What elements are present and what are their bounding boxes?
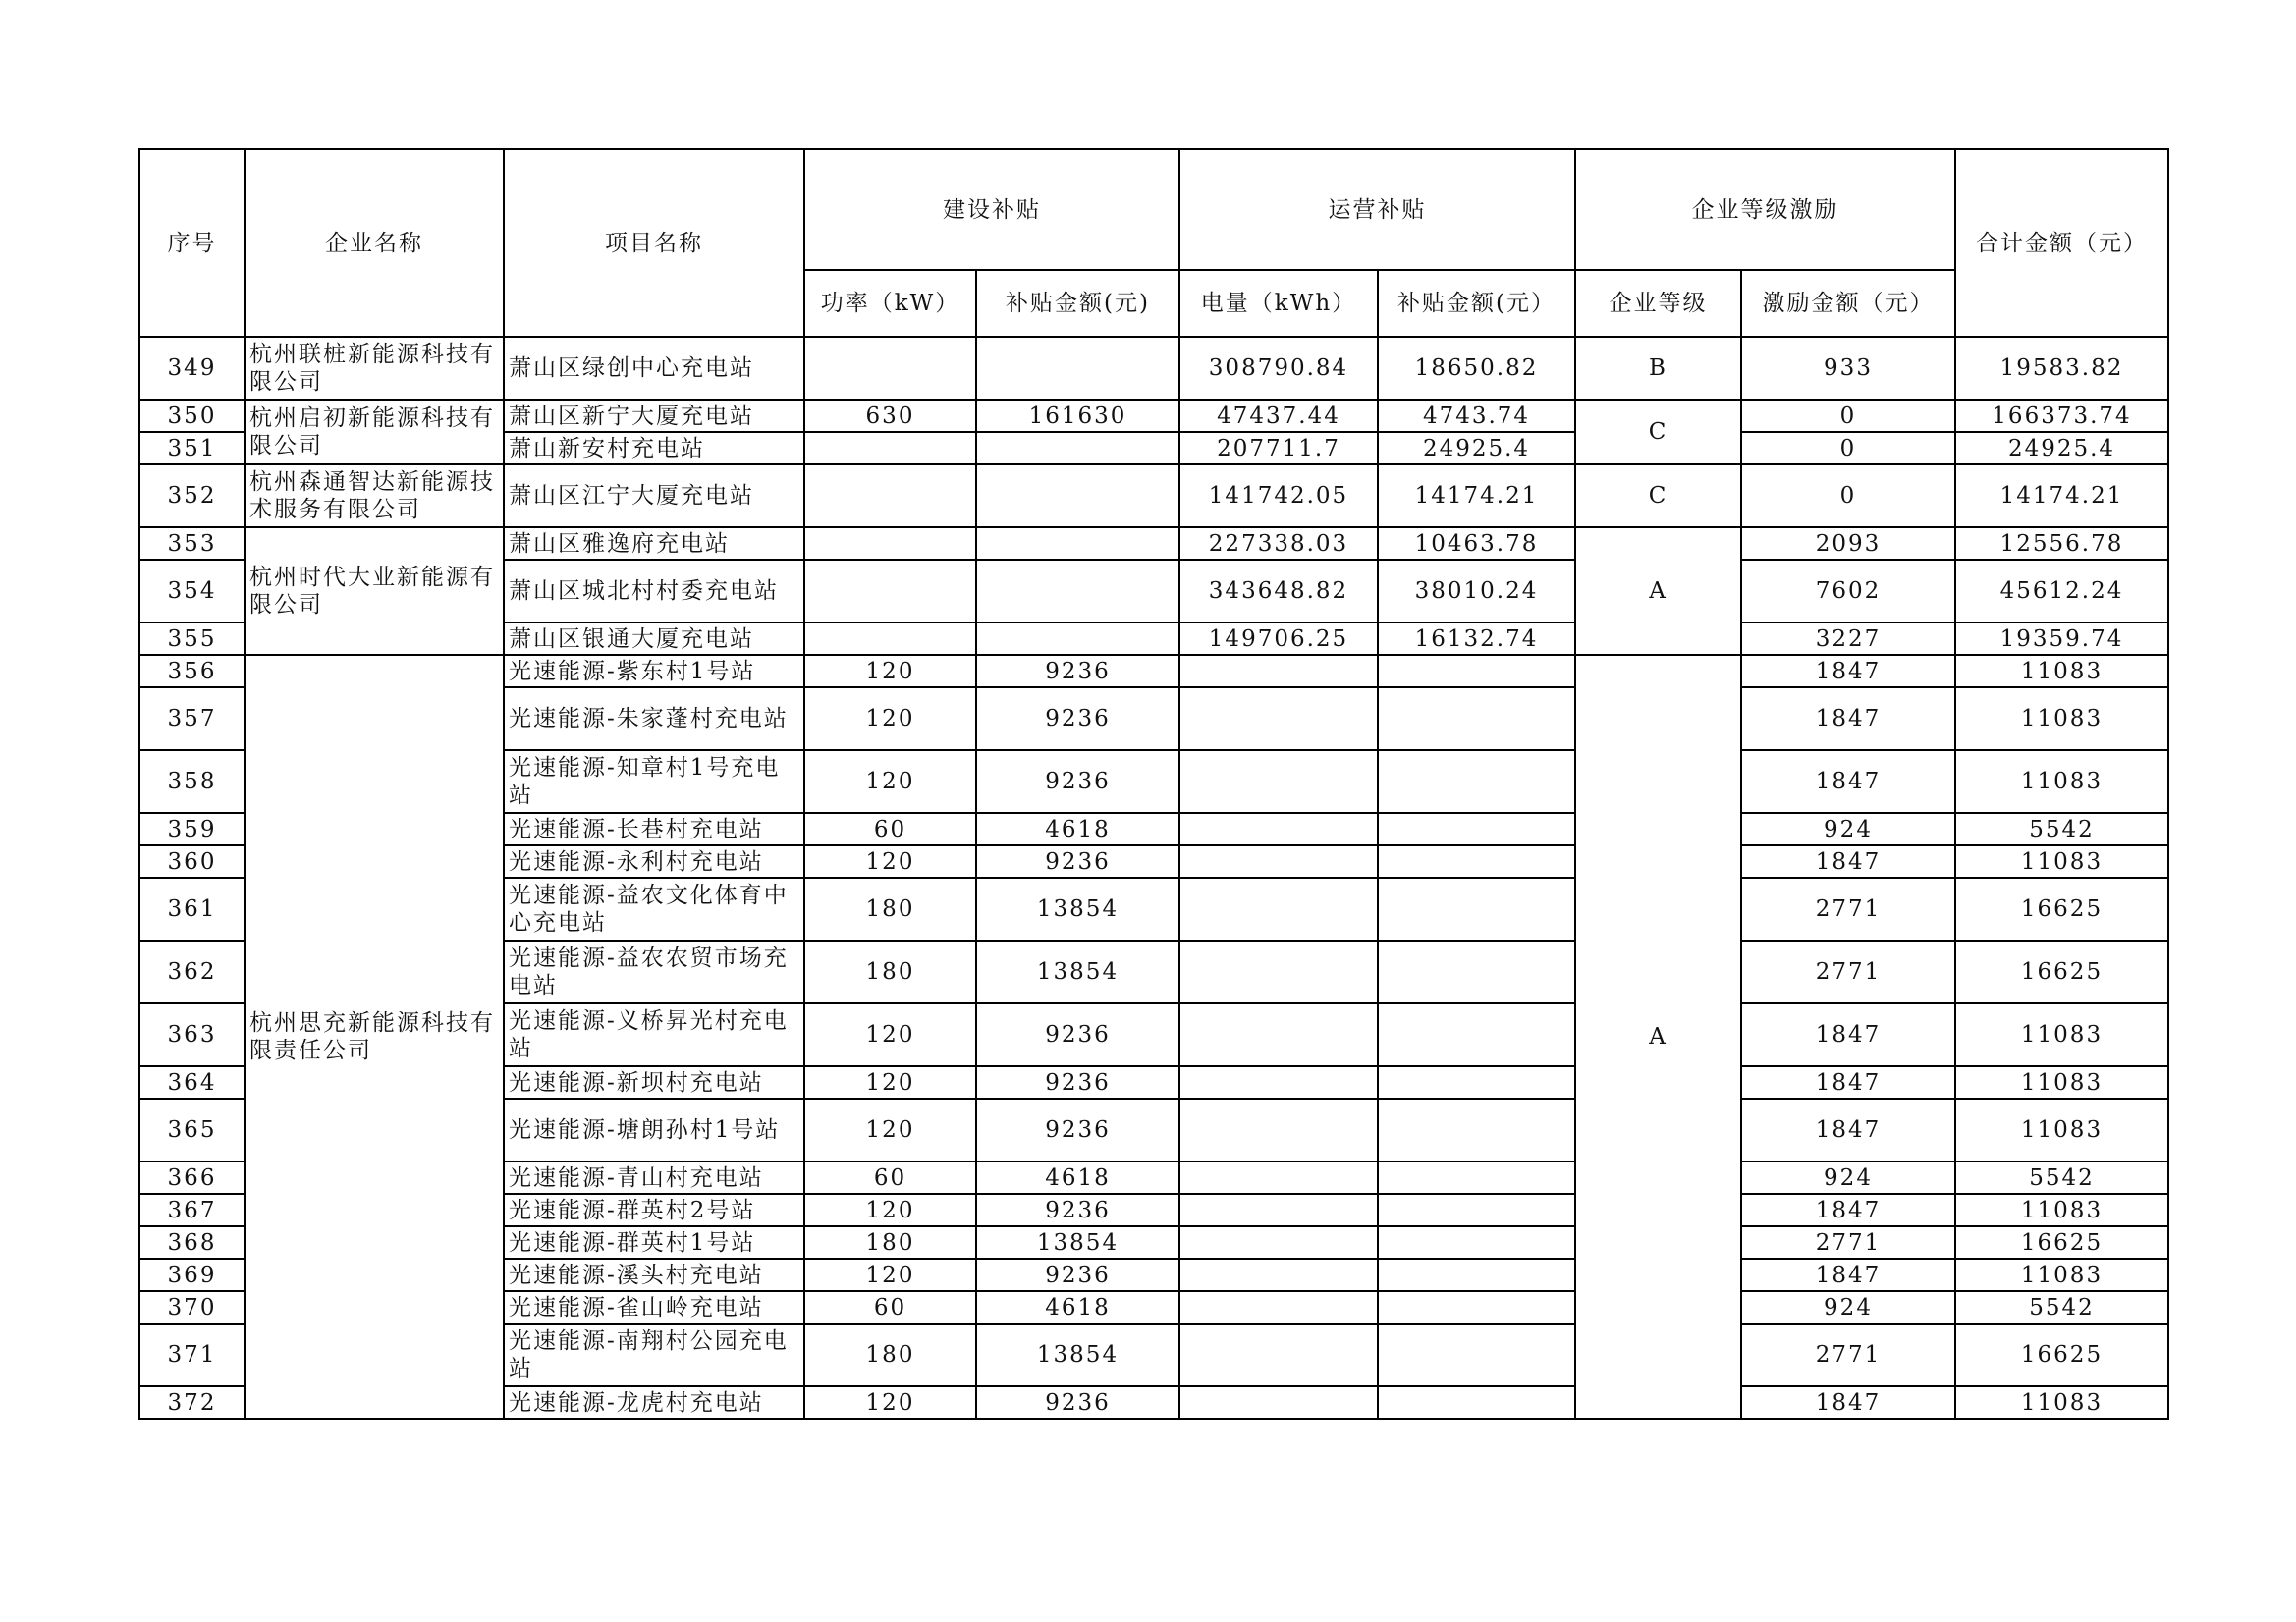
project-name-cell: 光速能源-龙虎村充电站 bbox=[504, 1386, 804, 1419]
incentive-amount-cell: 0 bbox=[1741, 400, 1955, 432]
project-name-cell: 光速能源-雀山岭充电站 bbox=[504, 1291, 804, 1324]
header-incentive-amount: 激励金额（元） bbox=[1741, 270, 1955, 337]
total-amount-cell: 45612.24 bbox=[1955, 560, 2168, 622]
seq-cell: 363 bbox=[139, 1003, 245, 1066]
power-cell bbox=[804, 464, 976, 527]
electricity-cell bbox=[1179, 845, 1378, 878]
incentive-amount-cell: 7602 bbox=[1741, 560, 1955, 622]
electricity-cell bbox=[1179, 1386, 1378, 1419]
seq-cell: 361 bbox=[139, 878, 245, 941]
operation-amount-cell bbox=[1378, 941, 1575, 1003]
power-cell: 120 bbox=[804, 687, 976, 750]
header-grade-incentive: 企业等级激励 bbox=[1575, 149, 1955, 270]
operation-amount-cell bbox=[1378, 878, 1575, 941]
incentive-amount-cell: 1847 bbox=[1741, 1259, 1955, 1291]
total-amount-cell: 24925.4 bbox=[1955, 432, 2168, 464]
project-name-cell: 萧山区新宁大厦充电站 bbox=[504, 400, 804, 432]
table-row bbox=[139, 400, 2168, 432]
power-cell: 180 bbox=[804, 1226, 976, 1259]
power-cell bbox=[804, 337, 976, 400]
total-amount-cell: 166373.74 bbox=[1955, 400, 2168, 432]
company-name-cell: 杭州森通智达新能源技术服务有限公司 bbox=[245, 464, 504, 527]
construction-amount-cell bbox=[976, 337, 1179, 400]
operation-amount-cell bbox=[1378, 1291, 1575, 1324]
table-row bbox=[139, 337, 2168, 400]
seq-cell: 360 bbox=[139, 845, 245, 878]
power-cell: 120 bbox=[804, 1386, 976, 1419]
header-power: 功率（kW） bbox=[804, 270, 976, 337]
subsidy-table bbox=[138, 148, 2169, 1420]
power-cell bbox=[804, 527, 976, 560]
electricity-cell bbox=[1179, 1066, 1378, 1099]
incentive-amount-cell: 2771 bbox=[1741, 878, 1955, 941]
electricity-cell: 47437.44 bbox=[1179, 400, 1378, 432]
seq-cell: 366 bbox=[139, 1162, 245, 1194]
operation-amount-cell bbox=[1378, 1226, 1575, 1259]
total-amount-cell: 16625 bbox=[1955, 878, 2168, 941]
seq-cell: 355 bbox=[139, 622, 245, 655]
power-cell: 180 bbox=[804, 878, 976, 941]
electricity-cell bbox=[1179, 1291, 1378, 1324]
electricity-cell bbox=[1179, 655, 1378, 687]
power-cell: 630 bbox=[804, 400, 976, 432]
total-amount-cell: 5542 bbox=[1955, 813, 2168, 845]
grade-cell: A bbox=[1575, 527, 1741, 655]
construction-amount-cell: 9236 bbox=[976, 750, 1179, 813]
operation-amount-cell bbox=[1378, 655, 1575, 687]
operation-amount-cell bbox=[1378, 1324, 1575, 1386]
construction-amount-cell bbox=[976, 432, 1179, 464]
construction-amount-cell: 9236 bbox=[976, 655, 1179, 687]
company-name-cell: 杭州时代大业新能源有限公司 bbox=[245, 527, 504, 655]
header-seq: 序号 bbox=[139, 149, 245, 337]
power-cell bbox=[804, 560, 976, 622]
project-name-cell: 萧山区雅逸府充电站 bbox=[504, 527, 804, 560]
incentive-amount-cell: 2093 bbox=[1741, 527, 1955, 560]
electricity-cell: 149706.25 bbox=[1179, 622, 1378, 655]
table-row bbox=[139, 527, 2168, 560]
electricity-cell bbox=[1179, 1226, 1378, 1259]
incentive-amount-cell: 924 bbox=[1741, 1291, 1955, 1324]
total-amount-cell: 16625 bbox=[1955, 1226, 2168, 1259]
header-total: 合计金额（元） bbox=[1955, 149, 2168, 337]
power-cell bbox=[804, 432, 976, 464]
company-name-cell: 杭州思充新能源科技有限责任公司 bbox=[245, 655, 504, 1419]
seq-cell: 352 bbox=[139, 464, 245, 527]
operation-amount-cell bbox=[1378, 1066, 1575, 1099]
total-amount-cell: 16625 bbox=[1955, 941, 2168, 1003]
table-row bbox=[139, 655, 2168, 687]
electricity-cell bbox=[1179, 1194, 1378, 1226]
project-name-cell: 萧山区绿创中心充电站 bbox=[504, 337, 804, 400]
total-amount-cell: 11083 bbox=[1955, 1259, 2168, 1291]
construction-amount-cell bbox=[976, 622, 1179, 655]
total-amount-cell: 5542 bbox=[1955, 1162, 2168, 1194]
electricity-cell: 207711.7 bbox=[1179, 432, 1378, 464]
project-name-cell: 光速能源-义桥昇光村充电站 bbox=[504, 1003, 804, 1066]
construction-amount-cell: 9236 bbox=[976, 1386, 1179, 1419]
total-amount-cell: 11083 bbox=[1955, 1386, 2168, 1419]
project-name-cell: 光速能源-新坝村充电站 bbox=[504, 1066, 804, 1099]
total-amount-cell: 12556.78 bbox=[1955, 527, 2168, 560]
project-name-cell: 光速能源-朱家蓬村充电站 bbox=[504, 687, 804, 750]
operation-amount-cell bbox=[1378, 1003, 1575, 1066]
seq-cell: 369 bbox=[139, 1259, 245, 1291]
electricity-cell bbox=[1179, 750, 1378, 813]
incentive-amount-cell: 1847 bbox=[1741, 1099, 1955, 1162]
seq-cell: 370 bbox=[139, 1291, 245, 1324]
header-row-top bbox=[139, 149, 2168, 270]
header-construction-subsidy: 建设补贴 bbox=[804, 149, 1179, 270]
construction-amount-cell bbox=[976, 527, 1179, 560]
total-amount-cell: 16625 bbox=[1955, 1324, 2168, 1386]
power-cell: 120 bbox=[804, 845, 976, 878]
power-cell bbox=[804, 622, 976, 655]
header-operation-amount: 补贴金额(元） bbox=[1378, 270, 1575, 337]
seq-cell: 371 bbox=[139, 1324, 245, 1386]
operation-amount-cell bbox=[1378, 1259, 1575, 1291]
construction-amount-cell: 4618 bbox=[976, 1291, 1179, 1324]
total-amount-cell: 11083 bbox=[1955, 1066, 2168, 1099]
electricity-cell: 308790.84 bbox=[1179, 337, 1378, 400]
power-cell: 60 bbox=[804, 1291, 976, 1324]
header-project: 项目名称 bbox=[504, 149, 804, 337]
seq-cell: 354 bbox=[139, 560, 245, 622]
construction-amount-cell: 9236 bbox=[976, 1099, 1179, 1162]
incentive-amount-cell: 2771 bbox=[1741, 1324, 1955, 1386]
project-name-cell: 萧山区银通大厦充电站 bbox=[504, 622, 804, 655]
incentive-amount-cell: 2771 bbox=[1741, 941, 1955, 1003]
power-cell: 180 bbox=[804, 941, 976, 1003]
header-grade: 企业等级 bbox=[1575, 270, 1741, 337]
operation-amount-cell: 14174.21 bbox=[1378, 464, 1575, 527]
seq-cell: 364 bbox=[139, 1066, 245, 1099]
construction-amount-cell: 9236 bbox=[976, 1194, 1179, 1226]
operation-amount-cell bbox=[1378, 1099, 1575, 1162]
seq-cell: 357 bbox=[139, 687, 245, 750]
electricity-cell bbox=[1179, 687, 1378, 750]
operation-amount-cell bbox=[1378, 687, 1575, 750]
incentive-amount-cell: 933 bbox=[1741, 337, 1955, 400]
construction-amount-cell: 9236 bbox=[976, 1003, 1179, 1066]
project-name-cell: 光速能源-群英村1号站 bbox=[504, 1226, 804, 1259]
total-amount-cell: 5542 bbox=[1955, 1291, 2168, 1324]
seq-cell: 367 bbox=[139, 1194, 245, 1226]
total-amount-cell: 11083 bbox=[1955, 1194, 2168, 1226]
power-cell: 60 bbox=[804, 1162, 976, 1194]
seq-cell: 351 bbox=[139, 432, 245, 464]
incentive-amount-cell: 0 bbox=[1741, 464, 1955, 527]
table-row bbox=[139, 464, 2168, 527]
header-construction-amount: 补贴金额(元) bbox=[976, 270, 1179, 337]
construction-amount-cell: 4618 bbox=[976, 1162, 1179, 1194]
electricity-cell bbox=[1179, 813, 1378, 845]
electricity-cell: 227338.03 bbox=[1179, 527, 1378, 560]
project-name-cell: 光速能源-益农农贸市场充电站 bbox=[504, 941, 804, 1003]
incentive-amount-cell: 1847 bbox=[1741, 1003, 1955, 1066]
incentive-amount-cell: 1847 bbox=[1741, 687, 1955, 750]
power-cell: 120 bbox=[804, 1099, 976, 1162]
grade-cell: C bbox=[1575, 464, 1741, 527]
incentive-amount-cell: 924 bbox=[1741, 813, 1955, 845]
operation-amount-cell bbox=[1378, 1194, 1575, 1226]
project-name-cell: 光速能源-溪头村充电站 bbox=[504, 1259, 804, 1291]
project-name-cell: 光速能源-知章村1号充电站 bbox=[504, 750, 804, 813]
power-cell: 120 bbox=[804, 1194, 976, 1226]
company-name-cell: 杭州联桩新能源科技有限公司 bbox=[245, 337, 504, 400]
electricity-cell bbox=[1179, 1162, 1378, 1194]
electricity-cell: 141742.05 bbox=[1179, 464, 1378, 527]
incentive-amount-cell: 1847 bbox=[1741, 1066, 1955, 1099]
project-name-cell: 光速能源-南翔村公园充电站 bbox=[504, 1324, 804, 1386]
seq-cell: 368 bbox=[139, 1226, 245, 1259]
electricity-cell bbox=[1179, 1003, 1378, 1066]
power-cell: 120 bbox=[804, 1066, 976, 1099]
electricity-cell bbox=[1179, 1324, 1378, 1386]
seq-cell: 372 bbox=[139, 1386, 245, 1419]
header-company: 企业名称 bbox=[245, 149, 504, 337]
seq-cell: 349 bbox=[139, 337, 245, 400]
construction-amount-cell: 13854 bbox=[976, 878, 1179, 941]
power-cell: 120 bbox=[804, 655, 976, 687]
power-cell: 120 bbox=[804, 1003, 976, 1066]
power-cell: 60 bbox=[804, 813, 976, 845]
electricity-cell bbox=[1179, 941, 1378, 1003]
construction-amount-cell: 13854 bbox=[976, 1324, 1179, 1386]
construction-amount-cell bbox=[976, 464, 1179, 527]
incentive-amount-cell: 1847 bbox=[1741, 750, 1955, 813]
header-operation-subsidy: 运营补贴 bbox=[1179, 149, 1575, 270]
total-amount-cell: 11083 bbox=[1955, 845, 2168, 878]
project-name-cell: 光速能源-长巷村充电站 bbox=[504, 813, 804, 845]
seq-cell: 350 bbox=[139, 400, 245, 432]
seq-cell: 358 bbox=[139, 750, 245, 813]
project-name-cell: 光速能源-群英村2号站 bbox=[504, 1194, 804, 1226]
total-amount-cell: 19359.74 bbox=[1955, 622, 2168, 655]
operation-amount-cell bbox=[1378, 813, 1575, 845]
operation-amount-cell: 10463.78 bbox=[1378, 527, 1575, 560]
project-name-cell: 光速能源-益农文化体育中心充电站 bbox=[504, 878, 804, 941]
seq-cell: 353 bbox=[139, 527, 245, 560]
operation-amount-cell: 18650.82 bbox=[1378, 337, 1575, 400]
incentive-amount-cell: 1847 bbox=[1741, 845, 1955, 878]
operation-amount-cell bbox=[1378, 1162, 1575, 1194]
operation-amount-cell: 16132.74 bbox=[1378, 622, 1575, 655]
operation-amount-cell bbox=[1378, 845, 1575, 878]
incentive-amount-cell: 0 bbox=[1741, 432, 1955, 464]
total-amount-cell: 11083 bbox=[1955, 1003, 2168, 1066]
total-amount-cell: 14174.21 bbox=[1955, 464, 2168, 527]
project-name-cell: 光速能源-青山村充电站 bbox=[504, 1162, 804, 1194]
operation-amount-cell bbox=[1378, 750, 1575, 813]
construction-amount-cell: 9236 bbox=[976, 1066, 1179, 1099]
operation-amount-cell: 4743.74 bbox=[1378, 400, 1575, 432]
grade-cell: B bbox=[1575, 337, 1741, 400]
project-name-cell: 光速能源-紫东村1号站 bbox=[504, 655, 804, 687]
header-electricity: 电量（kWh） bbox=[1179, 270, 1378, 337]
incentive-amount-cell: 1847 bbox=[1741, 1194, 1955, 1226]
construction-amount-cell: 9236 bbox=[976, 845, 1179, 878]
construction-amount-cell: 9236 bbox=[976, 687, 1179, 750]
total-amount-cell: 19583.82 bbox=[1955, 337, 2168, 400]
operation-amount-cell: 38010.24 bbox=[1378, 560, 1575, 622]
electricity-cell bbox=[1179, 878, 1378, 941]
construction-amount-cell: 161630 bbox=[976, 400, 1179, 432]
seq-cell: 365 bbox=[139, 1099, 245, 1162]
seq-cell: 359 bbox=[139, 813, 245, 845]
grade-cell: C bbox=[1575, 400, 1741, 464]
power-cell: 120 bbox=[804, 750, 976, 813]
company-name-cell: 杭州启初新能源科技有限公司 bbox=[245, 400, 504, 464]
seq-cell: 356 bbox=[139, 655, 245, 687]
project-name-cell: 光速能源-塘朗孙村1号站 bbox=[504, 1099, 804, 1162]
project-name-cell: 萧山区江宁大厦充电站 bbox=[504, 464, 804, 527]
power-cell: 120 bbox=[804, 1259, 976, 1291]
operation-amount-cell bbox=[1378, 1386, 1575, 1419]
construction-amount-cell: 13854 bbox=[976, 941, 1179, 1003]
seq-cell: 362 bbox=[139, 941, 245, 1003]
electricity-cell bbox=[1179, 1259, 1378, 1291]
grade-cell: A bbox=[1575, 655, 1741, 1419]
construction-amount-cell bbox=[976, 560, 1179, 622]
power-cell: 180 bbox=[804, 1324, 976, 1386]
total-amount-cell: 11083 bbox=[1955, 750, 2168, 813]
construction-amount-cell: 4618 bbox=[976, 813, 1179, 845]
electricity-cell bbox=[1179, 1099, 1378, 1162]
electricity-cell: 343648.82 bbox=[1179, 560, 1378, 622]
total-amount-cell: 11083 bbox=[1955, 687, 2168, 750]
incentive-amount-cell: 3227 bbox=[1741, 622, 1955, 655]
construction-amount-cell: 13854 bbox=[976, 1226, 1179, 1259]
incentive-amount-cell: 1847 bbox=[1741, 1386, 1955, 1419]
incentive-amount-cell: 924 bbox=[1741, 1162, 1955, 1194]
operation-amount-cell: 24925.4 bbox=[1378, 432, 1575, 464]
project-name-cell: 光速能源-永利村充电站 bbox=[504, 845, 804, 878]
total-amount-cell: 11083 bbox=[1955, 655, 2168, 687]
incentive-amount-cell: 2771 bbox=[1741, 1226, 1955, 1259]
construction-amount-cell: 9236 bbox=[976, 1259, 1179, 1291]
project-name-cell: 萧山新安村充电站 bbox=[504, 432, 804, 464]
incentive-amount-cell: 1847 bbox=[1741, 655, 1955, 687]
project-name-cell: 萧山区城北村村委充电站 bbox=[504, 560, 804, 622]
total-amount-cell: 11083 bbox=[1955, 1099, 2168, 1162]
